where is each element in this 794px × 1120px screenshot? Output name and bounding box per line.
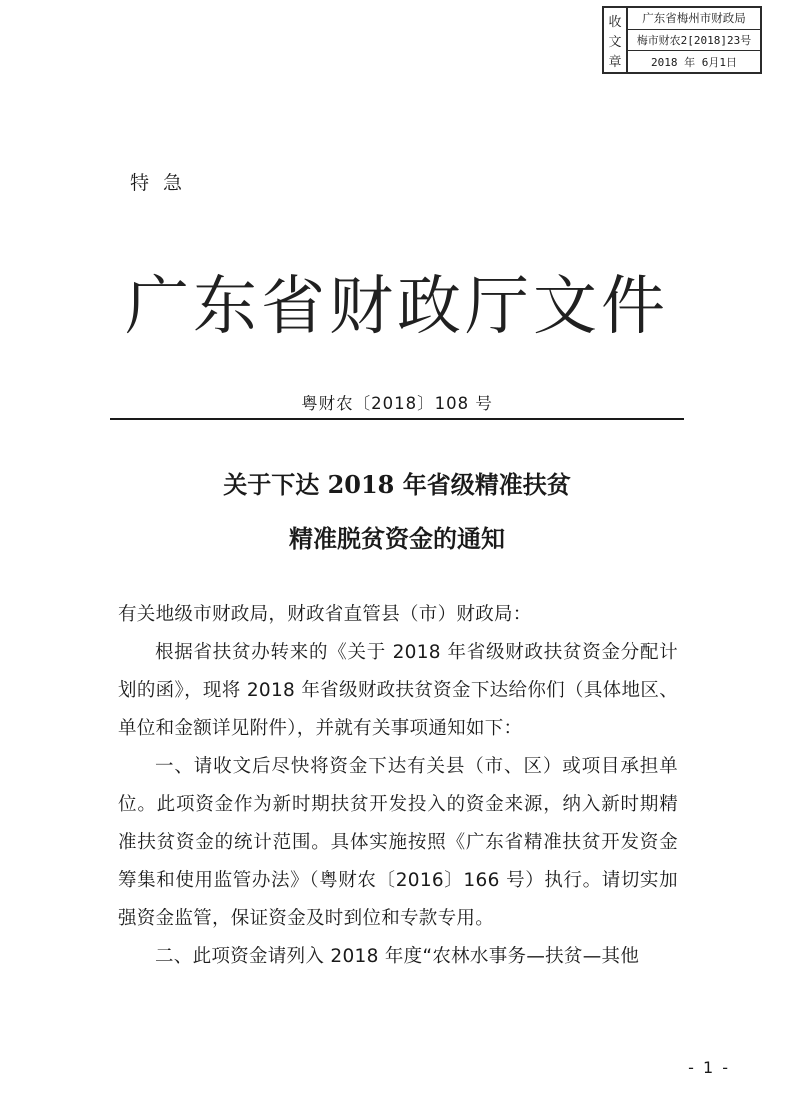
- stamp-file-number: 梅市财农2[2018]23号: [628, 29, 760, 51]
- page-number: - 1 -: [688, 1058, 730, 1077]
- document-header-title: 广东省财政厅文件: [125, 270, 669, 344]
- document-number: 粤财农〔2018〕108 号: [301, 394, 493, 413]
- stamp-label: [604, 8, 628, 72]
- stamp-label-char: 章: [608, 54, 622, 70]
- stamp-label-char: 文: [608, 34, 622, 50]
- body-paragraph: 根据省扶贫办转来的《关于 2018 年省级财政扶贫资金分配计划的函》，现将 2018 年省级财政扶贫资金下达给你们（具体地区、单位和金额详见附件），并就有关事项通知如下：: [118, 642, 678, 739]
- urgency-label: 特急: [130, 172, 197, 194]
- notice-title-line-1: 关于下达 2018 年省级精准扶贫: [223, 470, 571, 499]
- body-text: [118, 596, 678, 976]
- stamp-date: 2018 年 6月1日: [628, 50, 760, 72]
- stamp-rows: [628, 8, 760, 72]
- salutation: 有关地级市财政局，财政省直管县（市）财政局：: [118, 604, 532, 625]
- notice-title: [0, 458, 794, 566]
- body-paragraph: 一、请收文后尽快将资金下达有关县（市、区）或项目承担单位。此项资金作为新时期扶贫开发投入的资金来源，纳入新时期精准扶贫资金的统计范围。具体实施按照《广东省精准扶贫开发资金筹集和使用监管办法》（粤财农〔2016〕166 号）执行。请切实加强资金监管，保证资金及时到位和专款专用。: [118, 756, 678, 929]
- notice-title-line-2: 精准脱贫资金的通知: [289, 524, 505, 553]
- body-paragraph: 二、此项资金请列入 2018 年度“农林水事务—扶贫—其他: [155, 946, 640, 967]
- header-divider: [110, 418, 684, 420]
- receipt-stamp: [602, 6, 762, 74]
- stamp-office: 广东省梅州市财政局: [642, 11, 746, 26]
- stamp-label-char: 收: [608, 14, 622, 30]
